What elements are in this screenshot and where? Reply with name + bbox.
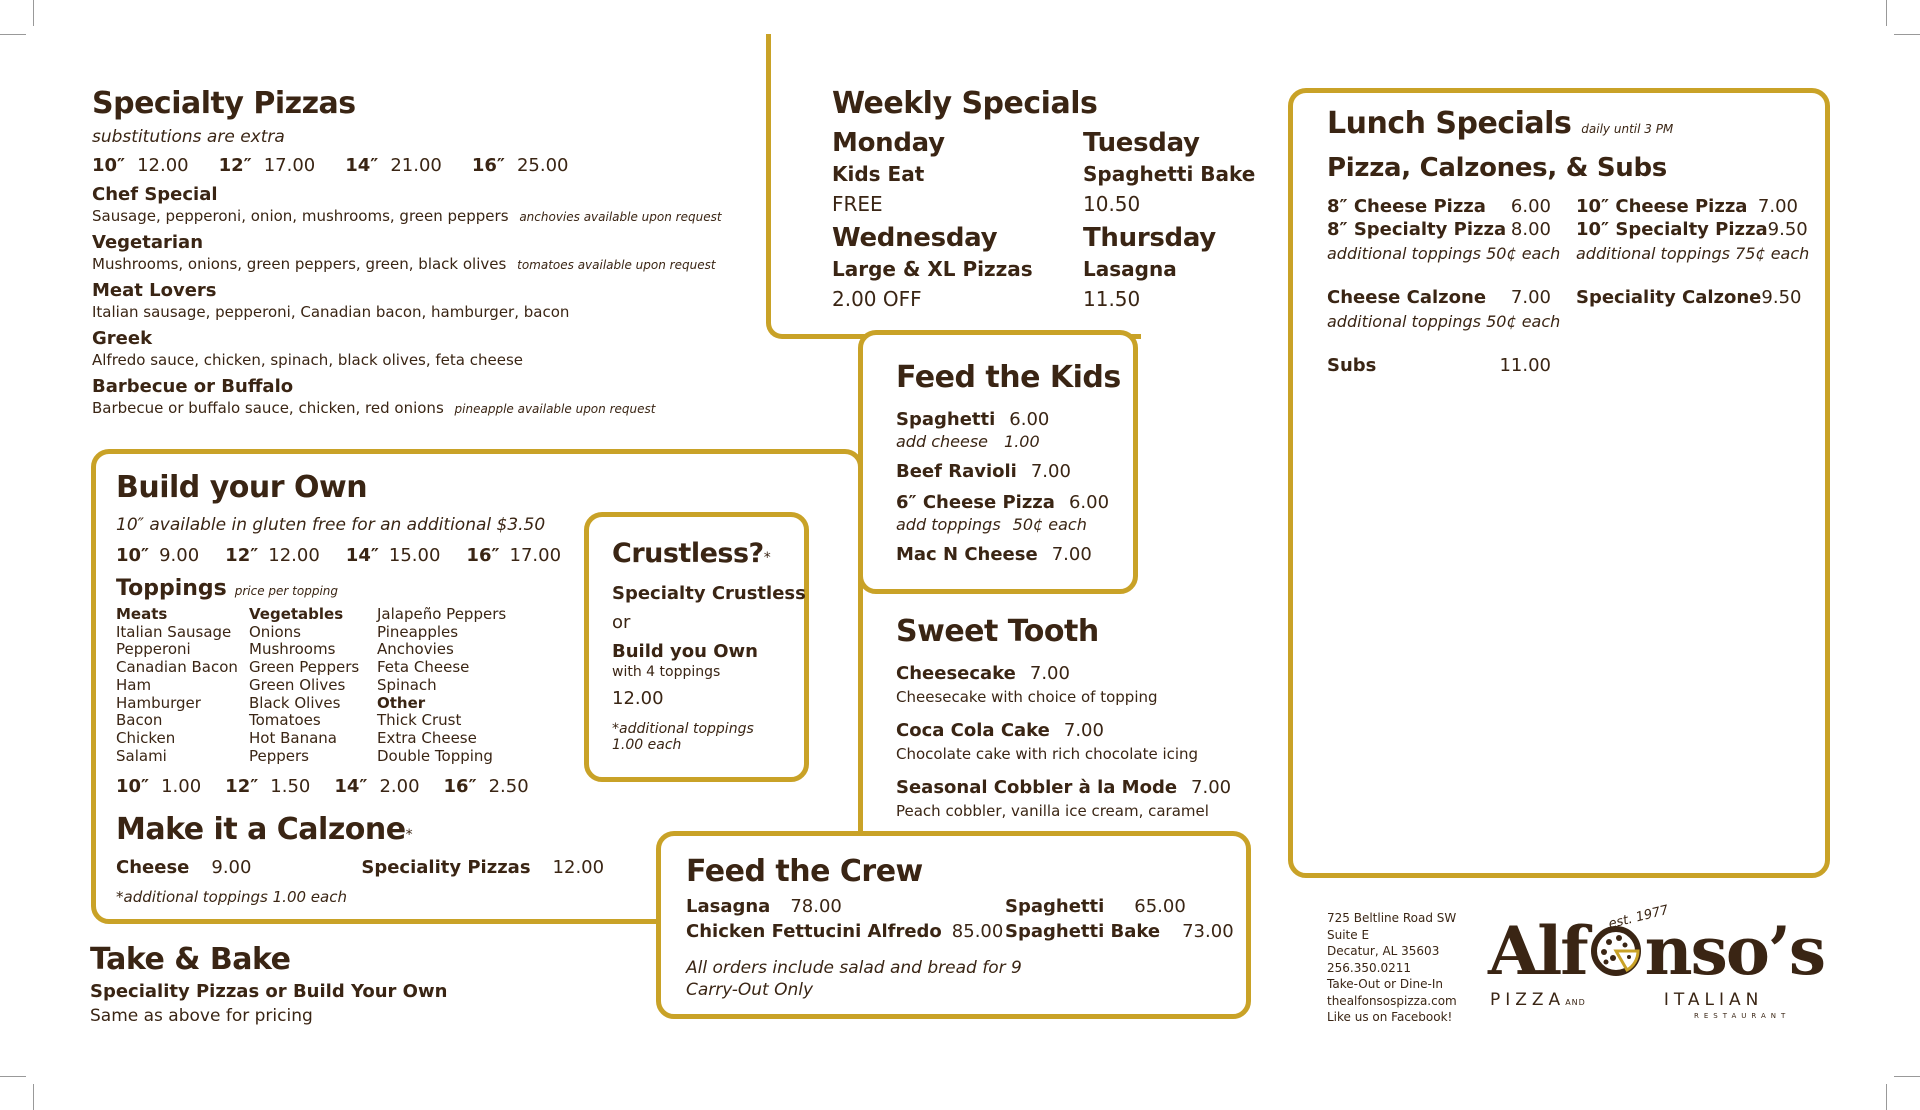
takebake-title: Take & Bake [90, 942, 291, 977]
contact-line: Suite E [1327, 927, 1370, 942]
topping-item: Thick Crust [377, 711, 462, 730]
kids-item-sub-price: 50¢ each [1012, 515, 1087, 534]
size-label: 16″ [443, 776, 477, 797]
sweet-item-name: Cheesecake [896, 663, 1016, 684]
size-label: 14″ [345, 155, 379, 176]
lunch-item-price: 7.00 [1757, 196, 1798, 217]
day-item: Lasagna [1083, 257, 1177, 281]
pizza-desc: Barbecue or buffalo sauce, chicken, red onions [92, 399, 444, 417]
crew-right-column [1005, 896, 1234, 942]
size-price: 17.00 [263, 155, 316, 176]
lunch-item [1327, 219, 1551, 240]
kids-item-sub: add toppings [896, 515, 1001, 534]
build-sizes [116, 545, 636, 566]
pizza-note: tomatoes available upon request [517, 258, 716, 272]
takebake-line: Speciality Pizzas or Build Your Own [90, 981, 448, 1002]
lunch-subtitle: Pizza, Calzones, & Subs [1327, 153, 1667, 183]
lunch-item-price: 8.00 [1510, 219, 1551, 240]
topping-item: Chicken [116, 728, 176, 747]
sweet-tooth-section [896, 614, 1276, 820]
lunch-item-price: 9.50 [1761, 287, 1802, 308]
day-item: Spaghetti Bake [1083, 162, 1256, 186]
crew-note: Carry-Out Only [686, 980, 814, 1000]
size-label: 10″ [116, 776, 150, 797]
crustless-title: Crustless? [612, 538, 764, 569]
logo-est: est. 1977 [1607, 902, 1671, 933]
contact-website[interactable]: thealfonsospizza.com [1327, 993, 1457, 1008]
weekly-day [832, 128, 945, 216]
crustless-option: Specialty Crustless [612, 583, 806, 604]
crustless-or: or [612, 612, 631, 633]
topping-item: Canadian Bacon [116, 658, 238, 677]
crop-mark [33, 1084, 34, 1110]
size-price: 2.50 [488, 776, 529, 797]
kids-item-price: 6.00 [1068, 492, 1110, 513]
contact-line: 256.350.0211 [1327, 960, 1411, 975]
lunch-note: daily until 3 PM [1581, 122, 1674, 136]
sweet-item-name: Seasonal Cobbler à la Mode [896, 777, 1178, 798]
sweet-item-desc: Cheesecake with choice of topping [896, 688, 1158, 706]
weekly-day [832, 223, 1033, 311]
list-item [92, 376, 712, 417]
day-name: Tuesday [1083, 128, 1200, 158]
topping-item: Onions [249, 622, 301, 641]
list-item [92, 280, 712, 321]
sweet-item-price: 7.00 [1191, 777, 1232, 798]
sweet-item-desc: Chocolate cake with rich chocolate icing [896, 745, 1199, 763]
lunch-item-price: 7.00 [1510, 287, 1551, 308]
build-title: Build your Own [116, 470, 368, 505]
lunch-right-column [1576, 196, 1810, 308]
lunch-item [1576, 219, 1808, 240]
specialty-note: substitutions are extra [92, 127, 285, 147]
crustless-section [612, 538, 806, 753]
size-label: 10″ [116, 545, 150, 566]
lunch-item-name: 10″ Cheese Pizza [1576, 196, 1748, 217]
topping-item: Green Peppers [249, 658, 360, 677]
crew-left-column [686, 896, 1003, 942]
day-item: Large & XL Pizzas [832, 257, 1033, 281]
size-label: 14″ [334, 776, 368, 797]
topping-item: Italian Sausage [116, 622, 232, 641]
topping-item: Jalapeño Peppers [377, 605, 507, 623]
crew-item-price: 73.00 [1182, 921, 1234, 942]
pizza-name: Greek [92, 328, 153, 349]
size-price: 12.00 [137, 155, 189, 176]
pizza-name: Chef Special [92, 184, 218, 205]
topping-item: Hamburger [116, 693, 201, 712]
sweet-title: Sweet Tooth [896, 614, 1099, 649]
toppings-meats [116, 606, 238, 765]
calzone-cheese-label: Cheese [116, 857, 190, 878]
lunch-item-price: 11.00 [1499, 355, 1551, 376]
contact-facebook[interactable]: Like us on Facebook! [1327, 1010, 1453, 1024]
weekly-day [1083, 223, 1216, 311]
logo-and: AND [1565, 998, 1586, 1007]
pizza-desc: Alfredo sauce, chicken, spinach, black olives, feta cheese [92, 351, 524, 369]
crop-mark [33, 0, 34, 26]
topping-item: Extra Cheese [377, 728, 477, 747]
size-label: 12″ [225, 545, 259, 566]
lunch-right-note: additional toppings 75¢ each [1576, 244, 1810, 263]
calzone-star: * [405, 827, 413, 843]
lunch-item [1576, 287, 1802, 308]
day-price: 10.50 [1083, 192, 1141, 216]
topping-item: Salami [116, 746, 167, 765]
sweet-item-name: Coca Cola Cake [896, 720, 1050, 741]
day-name: Wednesday [832, 223, 998, 253]
crop-mark [1894, 1076, 1920, 1077]
pizza-note: pineapple available upon request [454, 402, 656, 416]
crop-mark [0, 34, 26, 35]
topping-item: Green Olives [249, 675, 346, 694]
list-item [92, 184, 722, 225]
kids-item-price: 7.00 [1030, 461, 1071, 482]
logo-tagline [1490, 990, 1763, 1010]
contact-line: Take-Out or Dine-In [1327, 977, 1443, 991]
crew-title: Feed the Crew [686, 854, 923, 889]
crop-mark [1894, 34, 1920, 35]
day-price: FREE [832, 192, 883, 216]
pizza-name: Meat Lovers [92, 280, 217, 301]
size-price: 21.00 [390, 155, 442, 176]
list-item [896, 544, 1121, 565]
pizza-desc: Sausage, pepperoni, onion, mushrooms, green peppers [92, 207, 509, 225]
lunch-calzone-note: additional toppings 50¢ each [1327, 312, 1561, 331]
size-price: 1.50 [270, 776, 311, 797]
size-price: 12.00 [268, 545, 320, 566]
size-label: 12″ [218, 155, 252, 176]
pizza-name: Vegetarian [92, 232, 204, 253]
sweet-item-desc: Peach cobbler, vanilla ice cream, caramel [896, 802, 1209, 820]
crustless-note: *additional toppings [612, 721, 754, 737]
size-price: 9.00 [159, 545, 200, 566]
toppings-vegetables [249, 606, 359, 765]
lunch-item-name: 8″ Specialty Pizza [1327, 219, 1507, 240]
lunch-item-name: Subs [1327, 355, 1377, 376]
kids-item-price: 7.00 [1051, 544, 1092, 565]
list-item [92, 232, 716, 273]
lunch-item-price: 9.50 [1767, 219, 1808, 240]
vegetables-heading: Vegetables [249, 605, 344, 623]
topping-item: Black Olives [249, 693, 341, 712]
topping-item: Hot Banana [249, 728, 337, 747]
crew-item-name: Spaghetti Bake [1005, 921, 1161, 942]
logo-name-start: Alf [1488, 912, 1587, 990]
contact-line: Decatur, AL 35603 [1327, 944, 1440, 958]
list-item [896, 409, 1121, 451]
kids-item-name: Spaghetti [896, 409, 996, 430]
topping-item: Anchovies [377, 640, 454, 659]
crop-mark [1886, 0, 1887, 26]
topping-item: Feta Cheese [377, 658, 470, 677]
build-your-own-section [116, 470, 636, 601]
kids-item-name: Beef Ravioli [896, 461, 1017, 482]
crop-mark [0, 1076, 26, 1077]
pizza-icon [1589, 924, 1643, 978]
day-item: Kids Eat [832, 162, 925, 186]
topping-item: Bacon [116, 711, 163, 730]
size-price: 2.00 [379, 776, 420, 797]
contact-info [1327, 910, 1457, 1026]
logo-name-end: nso’s [1644, 912, 1824, 990]
crop-mark [1886, 1084, 1887, 1110]
topping-item: Ham [116, 675, 152, 694]
size-label: 16″ [466, 545, 500, 566]
list-item [896, 777, 1276, 820]
specialty-sizes [92, 155, 712, 176]
calzone-section [116, 812, 636, 906]
sweet-item-price: 7.00 [1029, 663, 1070, 684]
specialty-pizzas-section [92, 86, 722, 417]
pizza-desc: Mushrooms, onions, green peppers, green, black olives [92, 255, 507, 273]
size-label: 10″ [92, 155, 126, 176]
kids-item-name: Mac N Cheese [896, 544, 1038, 565]
lunch-item-name: Speciality Calzone [1576, 287, 1762, 308]
pizza-name: Barbecue or Buffalo [92, 376, 294, 397]
crustless-option: Build you Own [612, 641, 758, 662]
weekly-title: Weekly Specials [832, 86, 1098, 121]
lunch-title: Lunch Specials [1327, 106, 1572, 141]
topping-item: Peppers [249, 746, 309, 765]
crew-note: All orders include salad and bread for 9 [686, 958, 1022, 978]
logo-restaurant: RESTAURANT [1694, 1012, 1791, 1020]
other-heading: Other [377, 693, 426, 712]
crustless-star: * [763, 550, 771, 566]
build-gluten-note: 10″ available in gluten free for an additional $3.50 [116, 515, 546, 535]
lunch-item [1327, 355, 1551, 376]
logo-wordmark [1488, 914, 1824, 988]
lunch-specials-section [1327, 106, 1807, 183]
day-name: Monday [832, 128, 945, 158]
day-price: 11.50 [1083, 287, 1141, 311]
kids-item-price: 6.00 [1009, 409, 1050, 430]
list-item [896, 720, 1276, 763]
lunch-item [1576, 196, 1798, 217]
kids-item-name: 6″ Cheese Pizza [896, 492, 1055, 513]
pizza-desc: Italian sausage, pepperoni, Canadian bacon, hamburger, bacon [92, 303, 570, 321]
specialty-title: Specialty Pizzas [92, 86, 356, 121]
crew-item-name: Chicken Fettucini Alfredo [686, 921, 942, 942]
feed-kids-section [896, 360, 1121, 565]
list-item [896, 663, 1276, 706]
contact-line: 725 Beltline Road SW [1327, 911, 1457, 925]
crew-item-name: Spaghetti [1005, 896, 1105, 917]
toppings-note: price per topping [234, 584, 339, 598]
weekly-specials-section [832, 86, 1272, 121]
meats-heading: Meats [116, 605, 168, 623]
take-bake-section [90, 942, 530, 1026]
topping-sizes [116, 776, 529, 797]
crew-item-price: 65.00 [1134, 896, 1186, 917]
lunch-item-name: Cheese Calzone [1327, 287, 1487, 308]
logo-pizza: PIZZA [1490, 990, 1566, 1010]
size-label: 16″ [471, 155, 505, 176]
size-label: 14″ [345, 545, 379, 566]
size-price: 1.00 [161, 776, 202, 797]
sweet-item-price: 7.00 [1063, 720, 1104, 741]
lunch-left-note: additional toppings 50¢ each [1327, 244, 1561, 263]
crustless-note: 1.00 each [612, 737, 682, 753]
calzone-spec-price: 12.00 [552, 857, 605, 878]
calzone-title: Make it a Calzone [116, 812, 406, 847]
calzone-note: *additional toppings 1.00 each [116, 888, 347, 906]
kids-title: Feed the Kids [896, 360, 1121, 395]
takebake-line: Same as above for pricing [90, 1006, 313, 1026]
topping-item: Double Topping [377, 746, 493, 765]
size-price: 15.00 [388, 545, 441, 566]
crustless-price: 12.00 [612, 688, 664, 709]
topping-item: Pepperoni [116, 640, 191, 659]
crew-item-price: 78.00 [790, 896, 842, 917]
toppings-title: Toppings [116, 576, 227, 601]
lunch-item-price: 6.00 [1510, 196, 1551, 217]
calzone-cheese-price: 9.00 [211, 857, 252, 878]
topping-item: Pineapples [377, 622, 459, 641]
feed-crew-section [686, 854, 1226, 889]
crustless-option-note: with 4 toppings [612, 664, 721, 680]
crew-notes [686, 958, 1022, 1000]
alfonsos-logo [1488, 902, 1838, 1020]
topping-item: Tomatoes [249, 711, 321, 730]
toppings-other [377, 606, 506, 765]
list-item [896, 492, 1121, 534]
day-price: 2.00 OFF [832, 287, 922, 311]
lunch-item-name: 8″ Cheese Pizza [1327, 196, 1486, 217]
lunch-item [1327, 287, 1551, 308]
crew-item-price: 85.00 [951, 921, 1004, 942]
calzone-spec-label: Speciality Pizzas [361, 857, 531, 878]
lunch-item [1327, 196, 1551, 217]
topping-item: Spinach [377, 675, 437, 694]
logo-italian: ITALIAN [1663, 990, 1764, 1010]
lunch-item-name: 10″ Specialty Pizza [1576, 219, 1768, 240]
topping-item: Mushrooms [249, 640, 336, 659]
lunch-left-column [1327, 196, 1561, 376]
crew-item-name: Lasagna [686, 896, 771, 917]
day-name: Thursday [1083, 223, 1216, 253]
size-price: 17.00 [509, 545, 562, 566]
list-item [92, 328, 712, 369]
size-price: 25.00 [516, 155, 569, 176]
kids-item-sub-price: 1.00 [1004, 432, 1040, 451]
list-item [896, 461, 1121, 482]
pizza-note: anchovies available upon request [519, 210, 722, 224]
weekly-day [1083, 128, 1255, 216]
size-label: 12″ [225, 776, 259, 797]
kids-item-sub: add cheese [896, 432, 989, 451]
